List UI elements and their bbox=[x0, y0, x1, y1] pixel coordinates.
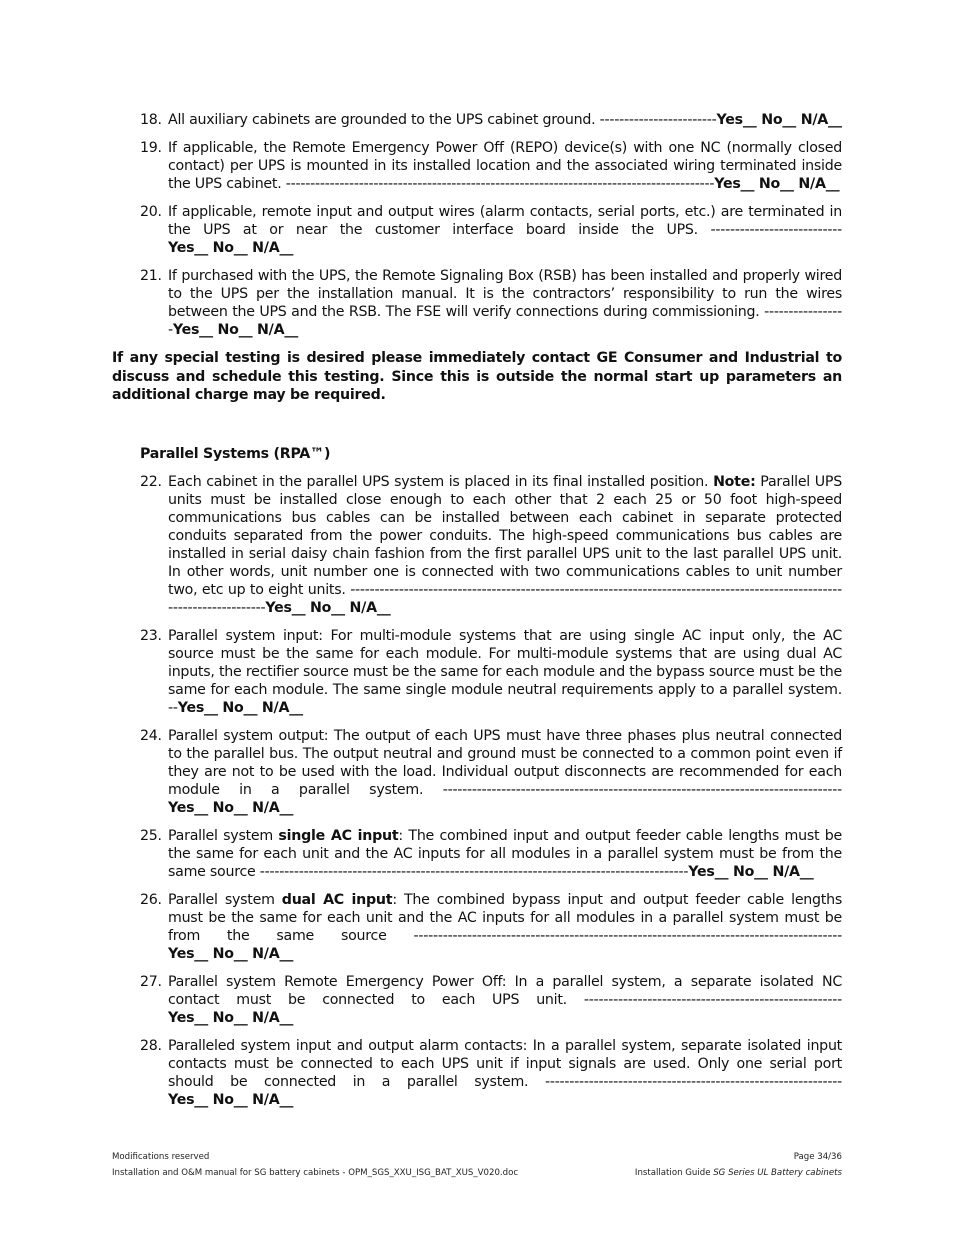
checklist-item-28 bbox=[112, 1037, 842, 1109]
leader-dashes: ------------------------ bbox=[599, 112, 717, 128]
page-footer bbox=[112, 1151, 842, 1179]
footer-document-name: Installation and O&M manual for SG battery cabinets - OPM_SGS_XXU_ISG_BAT_XUS_V020.doc bbox=[112, 1168, 519, 1178]
emphasis-single-ac-input: single AC input bbox=[278, 827, 399, 844]
checklist-item-21 bbox=[112, 267, 842, 339]
checklist-group-parallel bbox=[112, 473, 842, 1109]
emphasis-dual-ac-input: dual AC input bbox=[281, 891, 393, 908]
item-text: Each cabinet in the parallel UPS system is placed in its final installed position. bbox=[168, 473, 714, 490]
note-label: Note: bbox=[713, 473, 756, 490]
item-number: 26. bbox=[140, 891, 162, 908]
item-number: 21. bbox=[140, 268, 162, 284]
checklist-group-a bbox=[112, 111, 842, 339]
item-number: 24. bbox=[140, 727, 162, 744]
footer-guide-title bbox=[635, 1167, 842, 1179]
checklist-item-19 bbox=[112, 139, 842, 193]
item-text: If applicable, the Remote Emergency Power Off (REPO) device(s) with one NC (normally closed contact) per UPS is mounted in its installed location and the associated wiring terminated inside the UPS cabinet. bbox=[168, 140, 842, 192]
yes-no-na: Yes__ No__ N/A__ bbox=[168, 240, 294, 256]
checklist-item-27 bbox=[112, 973, 842, 1027]
item-number: 25. bbox=[140, 827, 162, 844]
special-testing-note: If any special testing is desired please immediately contact GE Consumer and Industrial to discuss and schedule this testing. Since this is outside the normal start up parameters an additional charge may be required. bbox=[112, 350, 842, 403]
item-text: All auxiliary cabinets are grounded to the UPS cabinet ground. bbox=[168, 112, 600, 128]
yes-no-na: Yes__ No__ N/A__ bbox=[714, 176, 840, 192]
item-number: 22. bbox=[140, 473, 162, 490]
item-number: 23. bbox=[140, 627, 162, 644]
checklist-item-20 bbox=[112, 203, 842, 257]
checklist-item-18 bbox=[112, 111, 842, 129]
yes-no-na: Yes__ No__ N/A__ bbox=[172, 322, 299, 338]
leader-dashes: ---------------------------------------------------------------------------------------- bbox=[413, 927, 842, 944]
footer-modifications: Modifications reserved bbox=[112, 1152, 210, 1162]
checklist-item-24 bbox=[112, 727, 842, 817]
leader-dashes: ---------------------------------------------------------------------------------------- bbox=[285, 176, 715, 192]
yes-no-na: Yes__ No__ N/A__ bbox=[177, 699, 303, 716]
checklist-item-22 bbox=[112, 473, 842, 617]
yes-no-na: Yes__ No__ N/A__ bbox=[688, 863, 814, 880]
item-number: 19. bbox=[140, 140, 162, 156]
item-text: Parallel system Remote Emergency Power Off: In a parallel system, a separate isolated NC contact must be connected to each UPS unit. bbox=[168, 973, 842, 1008]
leader-dashes: ------------------------------------------------------------- bbox=[544, 1073, 842, 1090]
section-heading-parallel-systems: Parallel Systems (RPA™) bbox=[140, 445, 331, 462]
yes-no-na: Yes__ No__ N/A__ bbox=[168, 799, 294, 816]
item-text: If purchased with the UPS, the Remote Signaling Box (RSB) has been installed and properly wired to the UPS per the installation manual. It is the contractors’ responsibility to run the wires between the UPS and the RSB. The FSE will verify connections during commissioning. bbox=[168, 268, 842, 320]
item-text: Parallel system bbox=[168, 891, 282, 908]
footer-guide-series: SG Series UL Battery cabinets bbox=[713, 1168, 842, 1178]
document-body bbox=[112, 111, 842, 1119]
leader-dashes: ---------------------------------------------------------------------------------------- bbox=[259, 863, 689, 880]
footer-page-number: Page 34/36 bbox=[793, 1152, 842, 1162]
item-number: 28. bbox=[140, 1037, 162, 1054]
item-text-continued: : The combined bypass input and output feeder cable lengths must be the same for each unit and the AC inputs for all modules in a parallel system must be from the same source bbox=[168, 891, 842, 944]
item-number: 18. bbox=[140, 112, 162, 128]
leader-dashes: --------------------------- bbox=[710, 222, 842, 238]
item-number: 20. bbox=[140, 204, 162, 220]
leader-dashes: -- bbox=[168, 699, 178, 716]
footer-guide-prefix: Installation Guide bbox=[634, 1168, 714, 1178]
yes-no-na: Yes__ No__ N/A__ bbox=[168, 1091, 294, 1108]
leader-dashes: ---------------------------------------------------------------------------------- bbox=[442, 781, 842, 798]
checklist-item-25 bbox=[112, 827, 842, 881]
item-text-continued: Parallel UPS units must be installed close enough to each other that 2 each 25 or 50 foot high-speed communications bus cables can be installed between each cabinet in separate protected conduits separated from the power conduits. The high-speed communications bus cables are installed in serial daisy chain fashion from the first parallel UPS unit to the last parallel UPS unit. In other words, unit number one is connected with two communications cables to unit number two, etc up to eight units. bbox=[168, 473, 842, 598]
item-text-continued: : The combined input and output feeder cable lengths must be the same for each unit and the AC inputs for all modules in a parallel system must be from the same source bbox=[168, 827, 842, 880]
checklist-item-26 bbox=[112, 891, 842, 963]
item-text: Parallel system bbox=[168, 827, 279, 844]
yes-no-na: Yes__ No__ N/A__ bbox=[265, 599, 391, 616]
yes-no-na: Yes__ No__ N/A__ bbox=[168, 945, 294, 962]
leader-dashes: ----------------------------------------------------- bbox=[583, 991, 842, 1008]
yes-no-na: Yes__ No__ N/A__ bbox=[716, 112, 842, 128]
item-text: Parallel system input: For multi-module systems that are using single AC input only, the AC source must be the same for each module. For multi-module systems that are using dual AC inputs, the rectifier source must be the same for each module and the bypass source must be the same for each module. The same single module neutral requirements apply to a parallel system. bbox=[168, 627, 842, 698]
item-text: Paralleled system input and output alarm contacts: In a parallel system, separate isolated input contacts must be connected to each UPS unit if input signals are used. Only one serial port should be connected in a parallel system. bbox=[168, 1037, 842, 1090]
leader-dashes: ----------------- bbox=[168, 304, 842, 338]
leader-dashes: ------------------------------------------------------------------------------------------------------------------------- bbox=[168, 581, 842, 616]
item-text: If applicable, remote input and output wires (alarm contacts, serial ports, etc.) are terminated in the UPS at or near the customer interface board inside the UPS. bbox=[168, 204, 842, 238]
checklist-item-23 bbox=[112, 627, 842, 717]
item-text: Parallel system output: The output of each UPS must have three phases plus neutral connected to the parallel bus. The output neutral and ground must be connected to a common point even if they are not to be used with the load. Individual output disconnects are recommended for each module in a parallel system. bbox=[168, 727, 842, 798]
item-number: 27. bbox=[140, 973, 162, 990]
yes-no-na: Yes__ No__ N/A__ bbox=[168, 1009, 294, 1026]
